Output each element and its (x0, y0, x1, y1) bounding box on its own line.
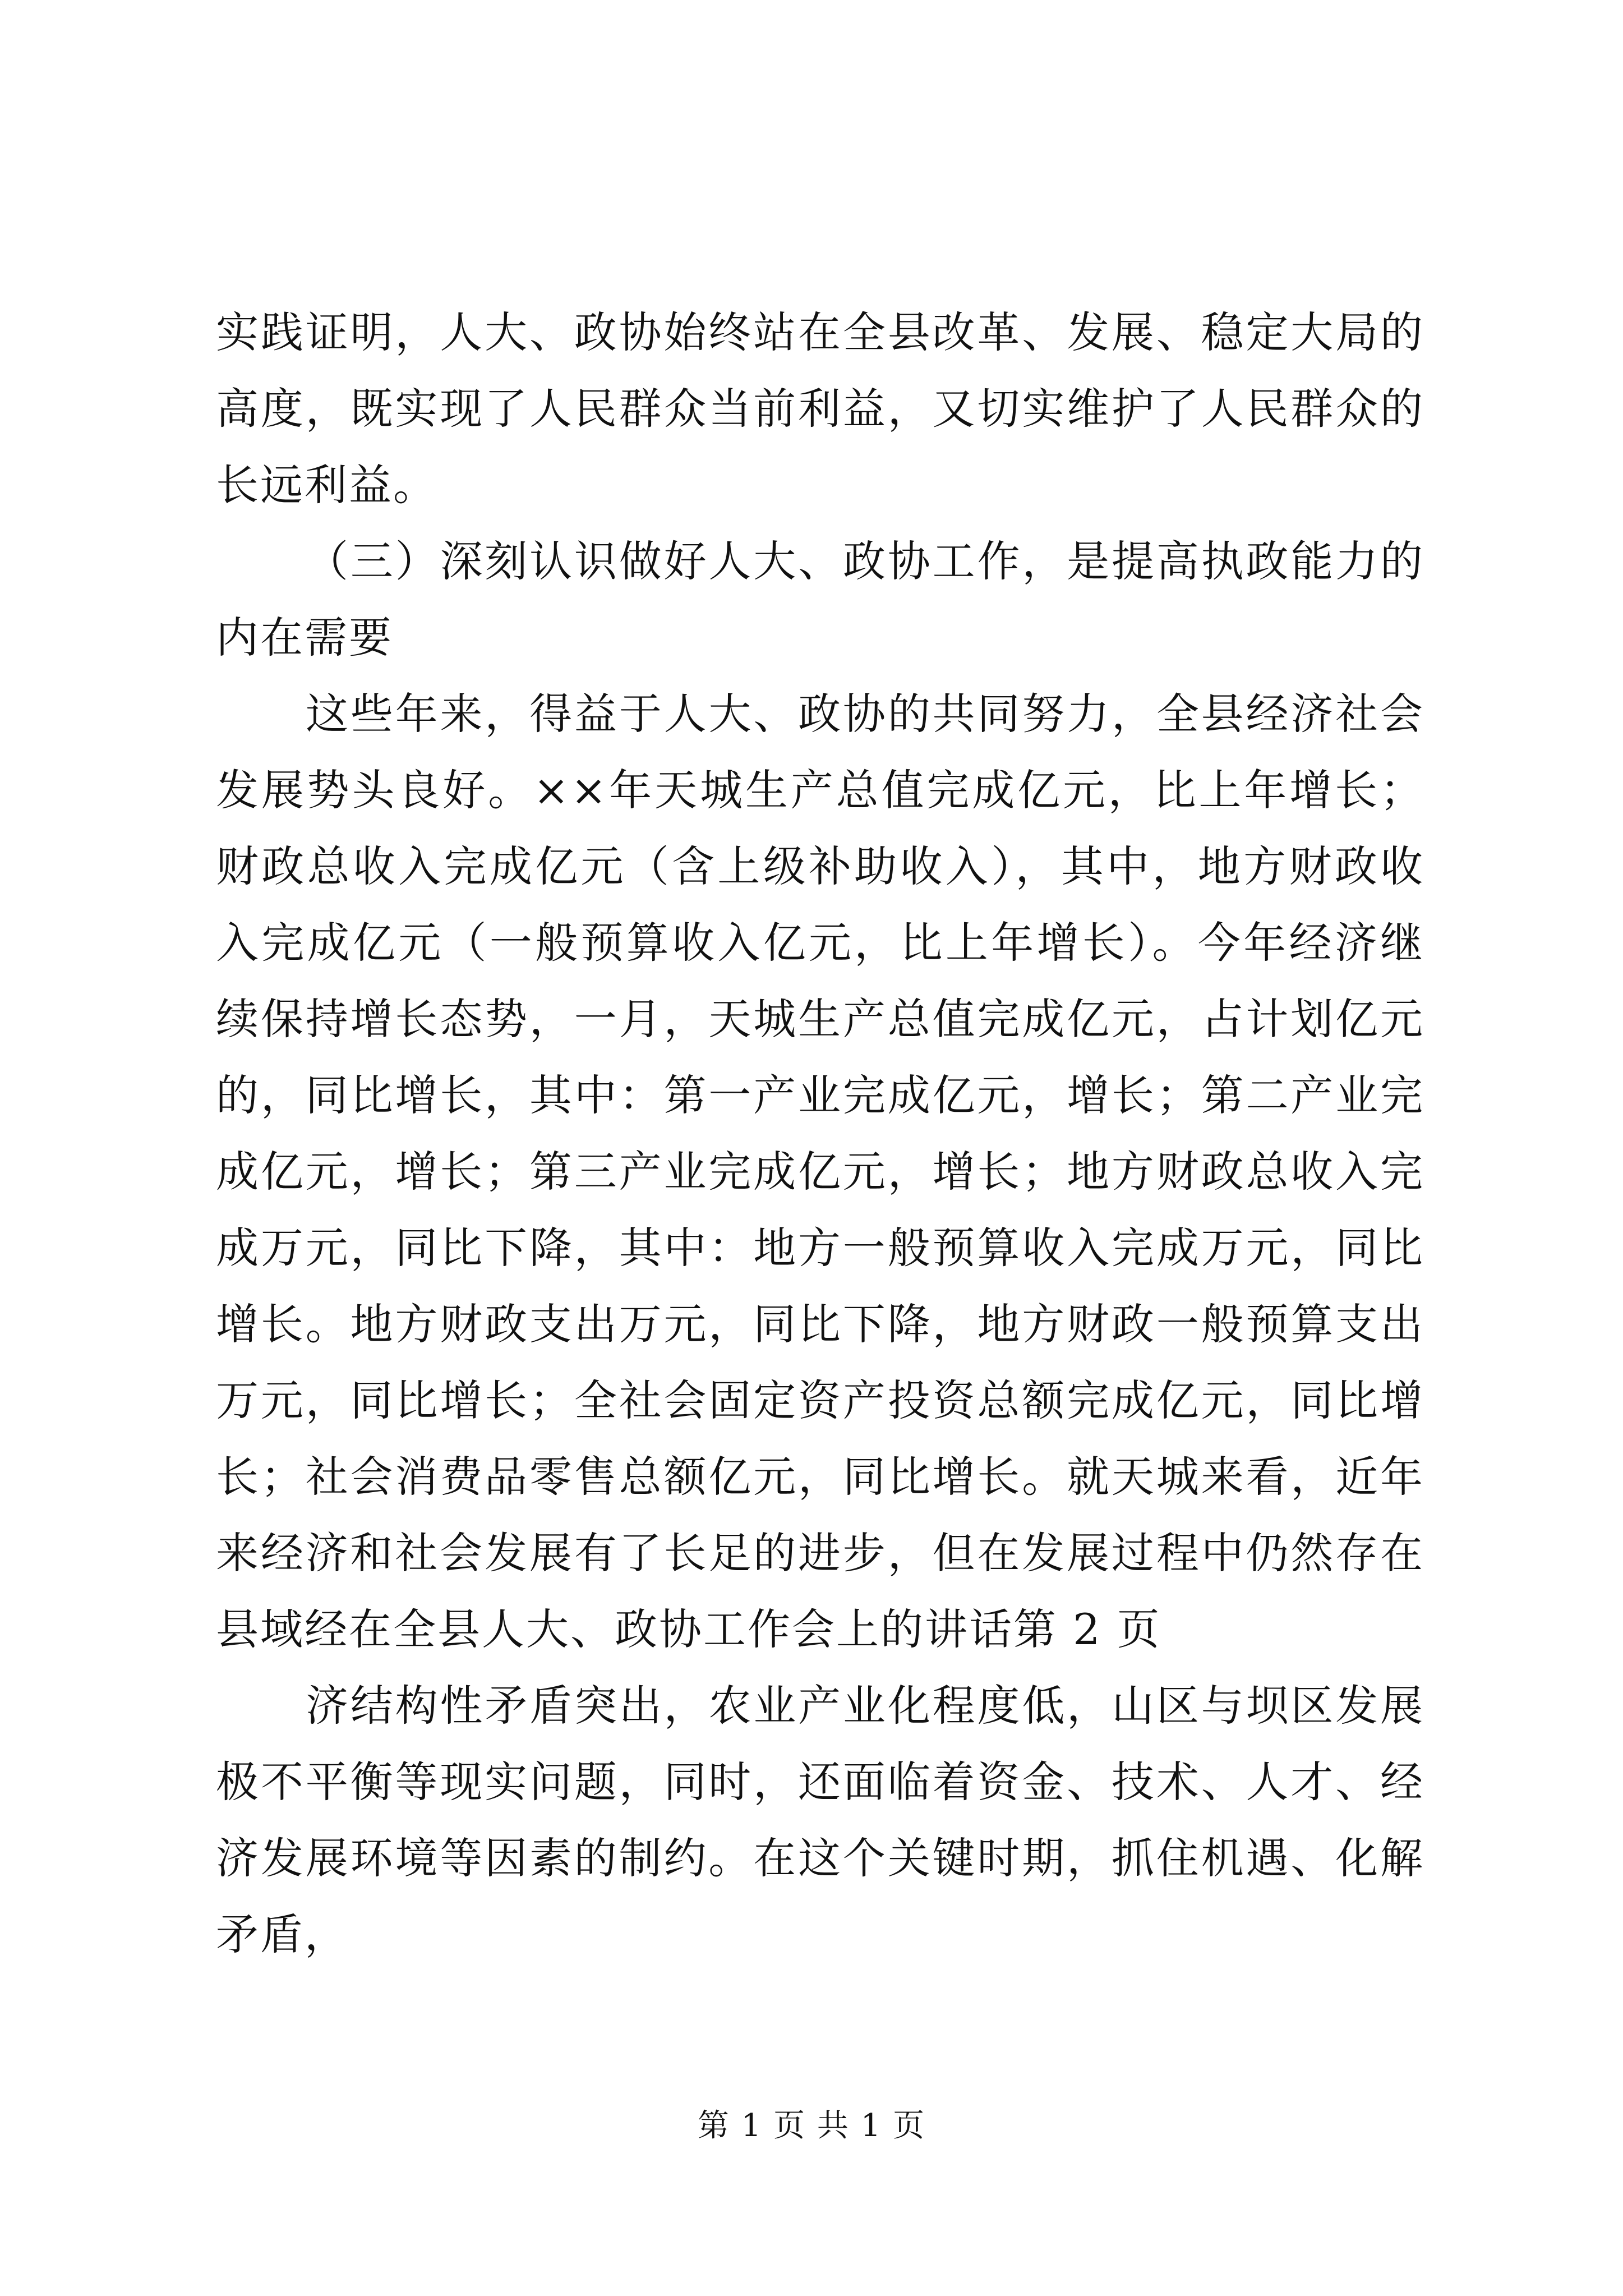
paragraph-economy: 这些年来，得益于人大、政协的共同努力，全县经济社会发展势头良好。××年天城生产总值完成亿元，比上年增长；财政总收入完成亿元（含上级补助收入），其中，地方财政收入完成亿元（一般预算收入亿元，比上年增长）。今年经济继续保持增长态势，一月，天城生产总值完成亿元，占计划亿元的，同比增长，其中：第一产业完成亿元，增长；第二产业完成亿元，增长；第三产业完成亿元，增长；地方财政总收入完成万元，同比下降，其中：地方一般预算收入完成万元，同比增长。地方财政支出万元，同比下降，地方财政一般预算支出万元，同比增长；全社会固定资产投资总额完成亿元，同比增长；社会消费品零售总额亿元，同比增长。就天城来看，近年来经济和社会发展有了长足的进步，但在发展过程中仍然存在县域经在全县人大、政协工作会上的讲话第 2 页 (216, 689, 1424, 1654)
page-number-footer: 第 1 页 共 1 页 (697, 2108, 926, 2144)
section-heading: （三）深刻认识做好人大、政协工作，是提高执政能力的内在需要 (216, 536, 1424, 662)
paragraph-challenges: 济结构性矛盾突出，农业产业化程度低，山区与坝区发展极不平衡等现实问题，同时，还面临着资金、技术、人才、经济发展环境等因素的制约。在这个关键时期，抓住机遇、化解矛盾， (216, 1681, 1424, 1959)
document-body (216, 295, 1424, 1973)
paragraph-conclusion: 实践证明，人大、政协始终站在全县改革、发展、稳定大局的高度，既实现了人民群众当前利益，又切实维护了人民群众的长远利益。 (216, 307, 1424, 510)
